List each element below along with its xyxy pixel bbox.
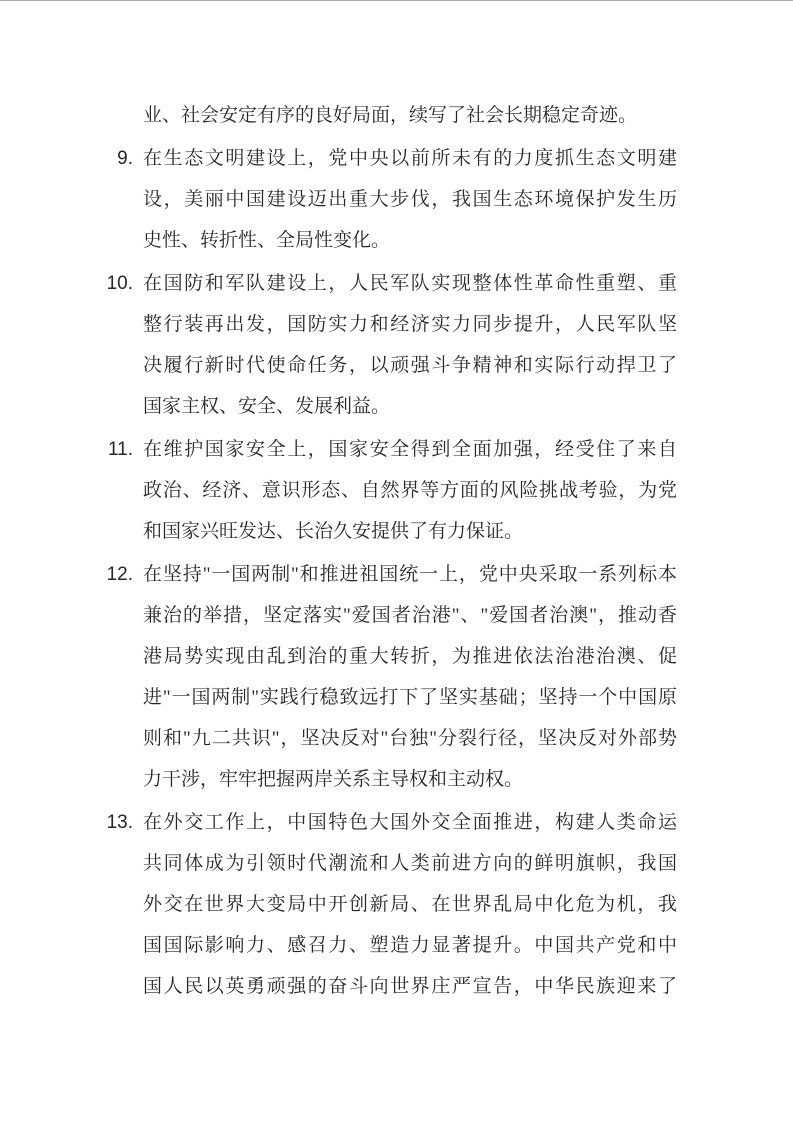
text-line: 在外交工作上，中国特色大国外交全面推进，构建人类命运 [143, 812, 677, 833]
item-number: 9. [117, 148, 133, 169]
text-line: 业、社会安定有序的良好局面，续写了社会长期稳定奇迹。 [143, 105, 638, 126]
item-lines [143, 95, 677, 136]
document-body [0, 95, 793, 1007]
text-line: 共同体成为引领时代潮流和人类前进方向的鲜明旗帜，我国 [143, 853, 677, 874]
text-line: 和国家兴旺发达、长治久安提供了有力保证。 [143, 521, 524, 542]
text-line: 在国防和军队建设上，人民军队实现整体性革命性重塑、重 [143, 273, 677, 294]
item-number: 13. [106, 812, 133, 833]
text-line: 在维护国家安全上，国家安全得到全面加强，经受住了来自 [143, 439, 677, 460]
text-line: 进"一国两制"实践行稳致远打下了坚实基础；坚持一个中国原 [143, 687, 677, 708]
text-line: 港局势实现由乱到治的重大转折，为推进依法治港治澳、促 [143, 646, 677, 667]
item-lines [143, 138, 677, 261]
text-line: 国国际影响力、感召力、塑造力显著提升。中国共产党和中 [143, 935, 677, 956]
item-number: 10. [106, 273, 133, 294]
text-line: 整行装再出发，国防实力和经济实力同步提升，人民军队坚 [143, 314, 677, 335]
item-lines [143, 429, 677, 552]
list-item-11 [0, 429, 677, 552]
text-line: 力干涉，牢牢把握两岸关系主导权和主动权。 [143, 769, 524, 790]
text-line: 政治、经济、意识形态、自然界等方面的风险挑战考验，为党 [143, 480, 677, 501]
text-line: 则和"九二共识"，坚决反对"台独"分裂行径，坚决反对外部势 [143, 728, 677, 749]
item-lines [143, 263, 677, 427]
text-line: 在坚持"一国两制"和推进祖国统一上，党中央采取一系列标本 [143, 564, 677, 585]
text-line: 外交在世界大变局中开创新局、在世界乱局中化危为机，我 [143, 894, 677, 915]
list-item-9 [0, 138, 677, 261]
page-top-edge-line [0, 0, 793, 1]
list-item-10 [0, 263, 677, 427]
continuation-paragraph [0, 95, 677, 136]
list-item-12 [0, 554, 677, 800]
item-number: 11. [107, 439, 133, 460]
item-lines [143, 554, 677, 800]
text-line: 决履行新时代使命任务，以顽强斗争精神和实际行动捍卫了 [143, 355, 677, 376]
list-item-13 [0, 802, 677, 1007]
text-line: 国人民以英勇顽强的奋斗向世界庄严宣告，中华民族迎来了 [143, 976, 677, 997]
item-lines [143, 802, 677, 1007]
text-line: 国家主权、安全、发展利益。 [143, 396, 391, 417]
text-line: 兼治的举措，坚定落实"爱国者治港"、"爱国者治澳"，推动香 [143, 605, 677, 626]
text-line: 在生态文明建设上，党中央以前所未有的力度抓生态文明建 [143, 148, 677, 169]
text-line: 史性、转折性、全局性变化。 [143, 230, 391, 251]
text-line: 设，美丽中国建设迈出重大步伐，我国生态环境保护发生历 [143, 189, 677, 210]
item-number: 12. [106, 564, 133, 585]
